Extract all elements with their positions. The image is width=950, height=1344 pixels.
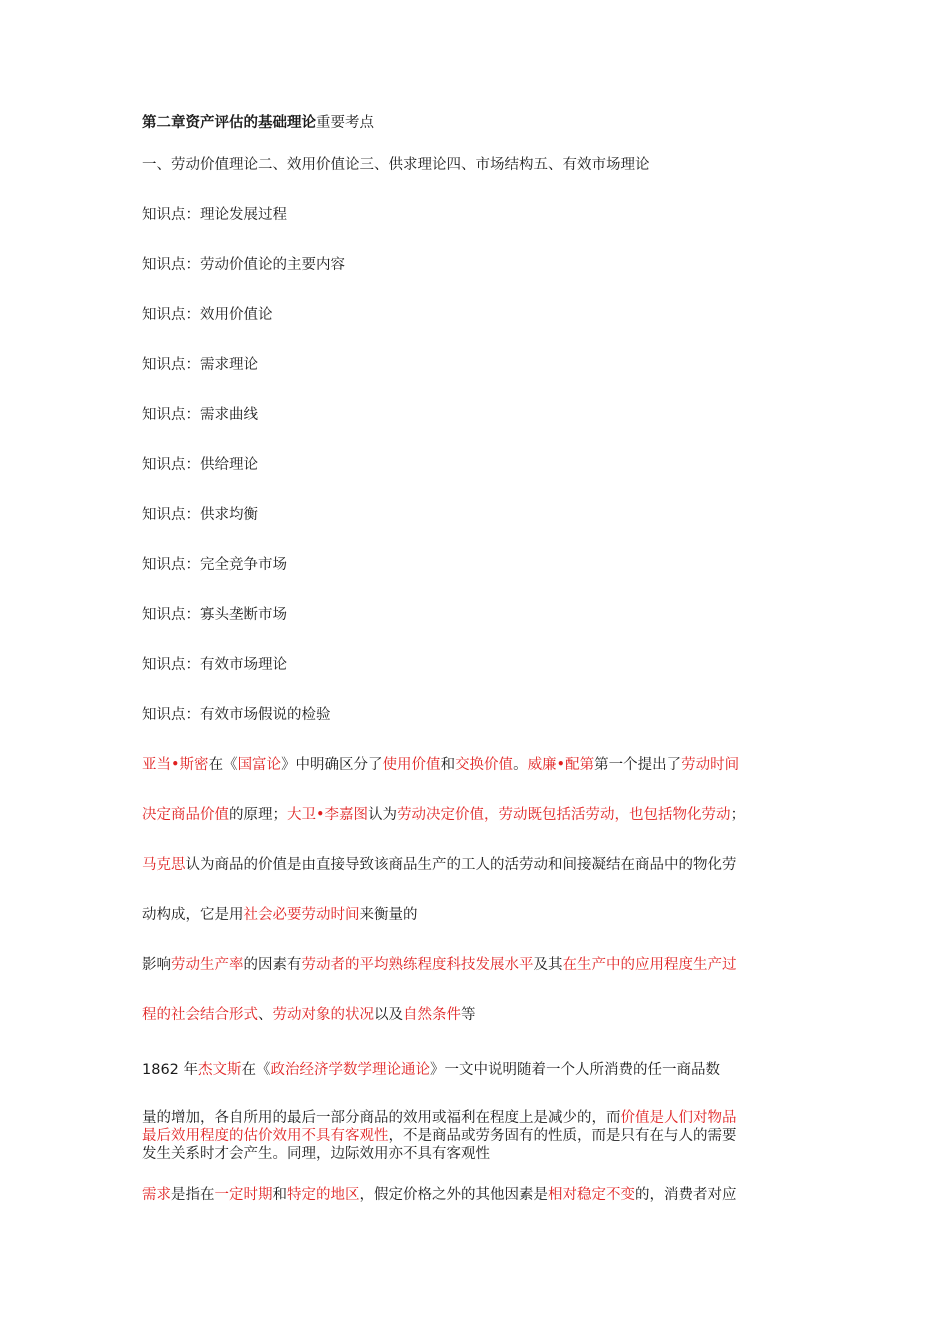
body-text: 》一文中说明随着一个人所消费的任一商品数: [430, 1062, 721, 1078]
outline-line: 一、劳动价值理论二、效用价值论三、供求理论四、市场结构五、有效市场理论: [142, 157, 650, 173]
paragraph-line: [142, 756, 739, 774]
body-text: ，不是商品或劳务固有的性质，而是只有在与人的需要: [388, 1128, 737, 1144]
body-text: 发生关系时才会产生。同理，边际效用亦不具有客观性: [142, 1146, 490, 1162]
body-text: 的因素有: [243, 957, 302, 973]
highlight-text: 一定时期: [214, 1187, 273, 1203]
highlight-text: 在生产中的应用程度生产过: [562, 957, 737, 973]
knowledge-point: 知识点：供给理论: [142, 457, 258, 473]
body-text: 的原理；: [229, 807, 287, 823]
knowledge-point: 知识点：供求均衡: [142, 507, 258, 523]
body-text: 等: [461, 1007, 476, 1023]
highlight-text: 自然条件: [403, 1007, 461, 1023]
highlight-text: 社会必要劳动时间: [243, 907, 360, 923]
paragraph-line: [142, 1127, 737, 1145]
highlight-text: 程的社会结合形式: [142, 1007, 258, 1023]
highlight-text: 相对稳定不变: [548, 1187, 635, 1203]
body-text: 来衡量的: [359, 907, 418, 923]
highlight-text: 亚当•斯密: [142, 757, 209, 773]
highlight-text: 劳动生产率: [171, 957, 244, 973]
body-text: 年: [178, 1062, 199, 1078]
highlight-text: 劳动对象的状况: [272, 1007, 374, 1023]
body-text: 第一个提出了: [594, 757, 682, 773]
title-bold: 第二章资产评估的基础理论: [142, 114, 316, 131]
body-text: 。: [513, 757, 528, 773]
paragraph-line: [142, 806, 745, 824]
highlight-text: 劳动时间: [681, 757, 740, 773]
knowledge-point: 知识点：寡头垄断市场: [142, 607, 287, 623]
body-text: 》中明确区分了: [281, 757, 383, 773]
page-title: [142, 114, 374, 132]
knowledge-point: 知识点：效用价值论: [142, 307, 273, 323]
paragraph-line: [142, 1186, 737, 1204]
highlight-text: 杰文斯: [198, 1062, 242, 1078]
body-text: 和: [440, 757, 456, 773]
highlight-text: 马克思: [142, 857, 186, 873]
paragraph-line: [142, 1109, 737, 1127]
body-text: 是指在: [171, 1187, 215, 1203]
knowledge-point: 知识点：需求曲线: [142, 407, 258, 423]
body-text: ，假定价格之外的其他因素是: [359, 1187, 548, 1203]
highlight-text: 决定商品价值: [142, 807, 229, 823]
knowledge-point: 知识点：完全竞争市场: [142, 557, 287, 573]
body-text: 影响: [142, 957, 171, 973]
highlight-text: 需求: [142, 1187, 171, 1203]
knowledge-point: 知识点：需求理论: [142, 357, 258, 373]
highlight-text: 威廉•配第: [527, 757, 595, 773]
highlight-text: 最后效用程度的估价效用不具有客观性: [142, 1128, 389, 1144]
highlight-text: 大卫•李嘉图: [287, 807, 369, 823]
paragraph-line: [142, 1061, 720, 1079]
knowledge-point: 知识点：有效市场理论: [142, 657, 287, 673]
knowledge-point: 知识点：有效市场假说的检验: [142, 707, 331, 723]
title-normal: 重要考点: [316, 115, 374, 131]
highlight-text: 劳动者的平均熟练程度科技发展水平: [301, 957, 534, 973]
body-text: 动构成，它是用: [142, 907, 244, 923]
body-text: 1862: [142, 1062, 179, 1078]
paragraph-line: [142, 906, 418, 924]
highlight-text: 政治经济学数学理论通论: [270, 1062, 431, 1078]
body-text: 以及: [374, 1007, 403, 1023]
body-text: ；: [730, 807, 746, 823]
highlight-text: 使用价值: [382, 757, 441, 773]
paragraph-line: [142, 956, 737, 974]
body-text: 、: [258, 1007, 273, 1023]
highlight-text: 价值是人们对物品: [620, 1110, 737, 1126]
body-text: 及其: [533, 957, 563, 973]
knowledge-point: 知识点：劳动价值论的主要内容: [142, 257, 345, 273]
body-text: 在《: [241, 1062, 271, 1078]
body-text: 和: [272, 1187, 287, 1203]
body-text: 的，消费者对应: [635, 1187, 737, 1203]
highlight-text: 国富论: [237, 757, 282, 773]
paragraph-line: [142, 1006, 476, 1024]
paragraph-line: [142, 1145, 490, 1163]
body-text: 认为: [368, 807, 398, 823]
highlight-text: 特定的地区: [287, 1187, 360, 1203]
highlight-text: 劳动决定价值，劳动既包括活劳动，也包括物化劳动: [397, 807, 731, 823]
paragraph-line: [142, 856, 737, 874]
body-text: 在《: [208, 757, 238, 773]
body-text: 认为商品的价值是由直接导致该商品生产的工人的活劳动和间接凝结在商品中的物化劳: [185, 857, 737, 873]
body-text: 量的增加，各自所用的最后一部分商品的效用或福利在程度上是减少的，而: [142, 1110, 621, 1126]
knowledge-point: 知识点：理论发展过程: [142, 207, 287, 223]
highlight-text: 交换价值: [455, 757, 514, 773]
